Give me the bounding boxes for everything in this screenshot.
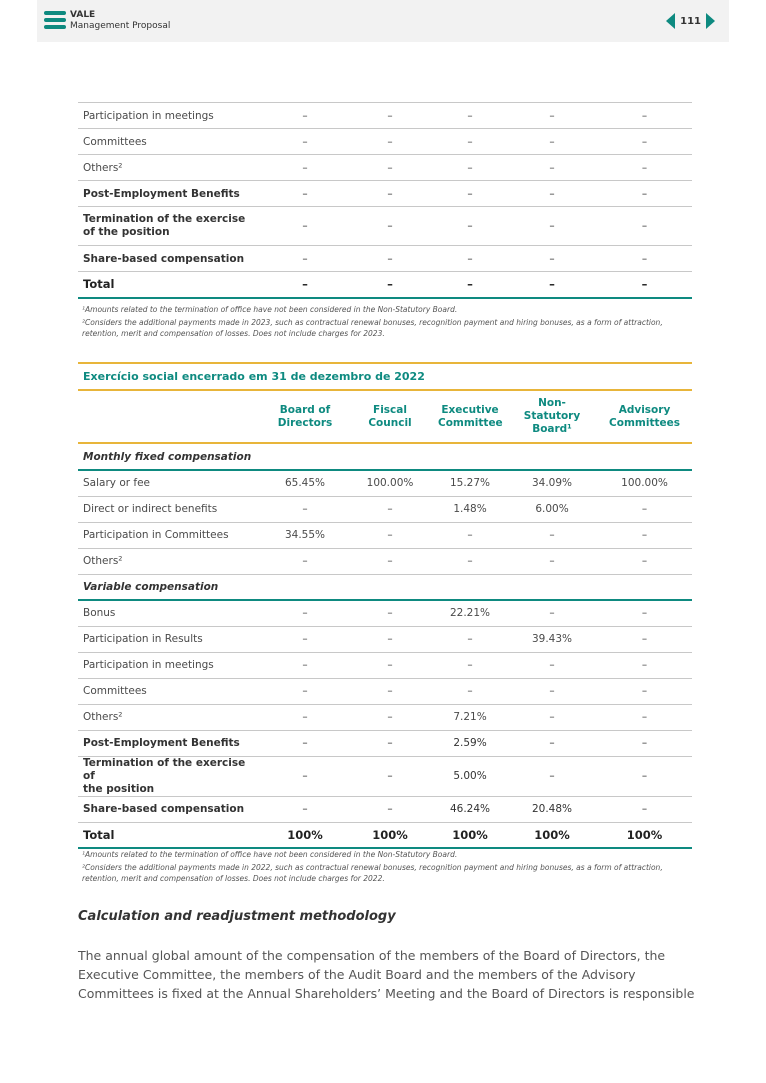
cell: –	[263, 155, 347, 181]
cell: –	[597, 704, 692, 730]
cell: –	[263, 704, 347, 730]
row-label: Participation in Committees	[78, 522, 263, 548]
cell: –	[433, 548, 507, 574]
cell: –	[433, 129, 507, 155]
page-header	[37, 0, 729, 42]
cell: –	[507, 129, 597, 155]
compensation-table-2023-continued	[78, 102, 692, 299]
cell: –	[597, 181, 692, 207]
cell: –	[347, 181, 433, 207]
cell: –	[597, 730, 692, 756]
cell: –	[597, 548, 692, 574]
cell: –	[597, 756, 692, 796]
cell: –	[347, 155, 433, 181]
row-label: Share-based compensation	[78, 246, 263, 272]
cell: –	[507, 548, 597, 574]
cell: –	[263, 129, 347, 155]
column-header-non-statutory-board: Non- Statutory Board¹	[507, 390, 597, 443]
cell: 100%	[347, 822, 433, 848]
section-label: Variable compensation	[78, 574, 692, 600]
table-row	[78, 796, 692, 822]
row-label: Others²	[78, 704, 263, 730]
table-row	[78, 652, 692, 678]
cell: –	[433, 272, 507, 298]
cell: –	[507, 704, 597, 730]
cell: –	[597, 626, 692, 652]
previous-page-icon[interactable]	[666, 13, 675, 29]
cell: –	[347, 207, 433, 246]
cell: –	[433, 652, 507, 678]
section-row	[78, 574, 692, 600]
cell: –	[347, 272, 433, 298]
cell: –	[347, 626, 433, 652]
cell: –	[263, 496, 347, 522]
cell: –	[507, 522, 597, 548]
footnote: ²Considers the additional payments made in 2022, such as contractual renewal bonuses, recognition payment and hiring bonuses, as a form of attraction, retention, merit and compensation of losses. Does not include charges for 2022.	[82, 863, 663, 883]
cell: –	[433, 678, 507, 704]
footnote: ¹Amounts related to the termination of office have not been considered in the Non-Statutory Board.	[82, 850, 458, 859]
table-row	[78, 522, 692, 548]
brand	[70, 10, 170, 32]
row-label: Others²	[78, 548, 263, 574]
cell: –	[597, 496, 692, 522]
cell: –	[347, 548, 433, 574]
cell: –	[507, 272, 597, 298]
brand-name: VALE	[70, 10, 96, 20]
cell: –	[507, 246, 597, 272]
cell: –	[597, 246, 692, 272]
cell: 20.48%	[507, 796, 597, 822]
footnote: ²Considers the additional payments made in 2023, such as contractual renewal bonuses, recognition payment and hiring bonuses, as a form of attraction, retention, merit and compensation of losses. Does not include charges for 2023.	[82, 318, 663, 338]
cell: 100.00%	[347, 470, 433, 496]
next-page-icon[interactable]	[706, 13, 715, 29]
table-title-row	[78, 363, 692, 390]
table-row-total	[78, 272, 692, 298]
table-row	[78, 678, 692, 704]
row-label: Salary or fee	[78, 470, 263, 496]
cell: –	[597, 522, 692, 548]
footnote: ¹Amounts related to the termination of office have not been considered in the Non-Statutory Board.	[82, 305, 458, 314]
row-label: Participation in meetings	[78, 103, 263, 129]
column-header-empty	[78, 390, 263, 443]
page-navigator	[666, 13, 715, 29]
table-row	[78, 548, 692, 574]
cell: –	[597, 207, 692, 246]
column-header-board-of-directors: Board of Directors	[263, 390, 347, 443]
table-row	[78, 207, 692, 246]
cell: –	[507, 155, 597, 181]
row-label: Committees	[78, 129, 263, 155]
cell: 2.59%	[433, 730, 507, 756]
cell: –	[347, 730, 433, 756]
cell: –	[263, 207, 347, 246]
cell: –	[597, 272, 692, 298]
cell: –	[347, 496, 433, 522]
cell: 1.48%	[433, 496, 507, 522]
cell: –	[263, 626, 347, 652]
row-label-line: Termination of the exercise	[83, 213, 246, 225]
cell: –	[263, 181, 347, 207]
row-label: Participation in meetings	[78, 652, 263, 678]
cell: –	[263, 103, 347, 129]
body-paragraph: The annual global amount of the compensation of the members of the Board of Directors, the Executive Committee, the members of the Audit Board and the members of the Advisory Committees is fixed at the Annual Shareholders’ Meeting and the Board of Directors is responsible	[78, 948, 695, 1001]
cell: 39.43%	[507, 626, 597, 652]
row-label: Total	[78, 272, 263, 298]
row-label: Bonus	[78, 600, 263, 626]
menu-icon[interactable]	[44, 11, 66, 29]
cell: –	[433, 246, 507, 272]
row-label	[78, 756, 263, 796]
cell: 100%	[433, 822, 507, 848]
column-header-row	[78, 390, 692, 443]
cell: –	[263, 730, 347, 756]
table-row	[78, 246, 692, 272]
cell: –	[263, 272, 347, 298]
row-label: Post-Employment Benefits	[78, 181, 263, 207]
section-heading: Calculation and readjustment methodology	[78, 909, 396, 924]
cell: –	[433, 626, 507, 652]
table-row	[78, 730, 692, 756]
cell: –	[347, 522, 433, 548]
cell: –	[507, 678, 597, 704]
table-row	[78, 626, 692, 652]
column-header-fiscal-council: Fiscal Council	[347, 390, 433, 443]
cell: –	[347, 678, 433, 704]
cell: –	[347, 103, 433, 129]
table-row	[78, 470, 692, 496]
cell: –	[597, 600, 692, 626]
cell: –	[347, 652, 433, 678]
cell: –	[597, 652, 692, 678]
table-row	[78, 704, 692, 730]
cell: –	[433, 207, 507, 246]
cell: –	[347, 756, 433, 796]
cell: –	[263, 600, 347, 626]
cell: –	[263, 756, 347, 796]
table-row	[78, 496, 692, 522]
cell: –	[347, 704, 433, 730]
cell: 46.24%	[433, 796, 507, 822]
cell: –	[347, 796, 433, 822]
cell: 100.00%	[597, 470, 692, 496]
row-label-line: the position	[83, 782, 155, 795]
row-label: Committees	[78, 678, 263, 704]
row-label: Post-Employment Benefits	[78, 730, 263, 756]
table-title: Exercício social encerrado em 31 de dezembro de 2022	[78, 363, 692, 390]
row-label	[78, 207, 263, 246]
cell: –	[597, 129, 692, 155]
cell: –	[507, 207, 597, 246]
cell: –	[263, 652, 347, 678]
cell: 100%	[507, 822, 597, 848]
cell: –	[263, 796, 347, 822]
cell: 34.09%	[507, 470, 597, 496]
cell: 22.21%	[433, 600, 507, 626]
cell: –	[263, 678, 347, 704]
row-label-line: Termination of the exercise of	[83, 756, 246, 782]
cell: –	[507, 103, 597, 129]
cell: –	[433, 181, 507, 207]
cell: –	[433, 103, 507, 129]
cell: –	[507, 652, 597, 678]
row-label-line: of the position	[83, 226, 170, 238]
cell: –	[507, 756, 597, 796]
table-row	[78, 181, 692, 207]
cell: 5.00%	[433, 756, 507, 796]
cell: –	[433, 155, 507, 181]
table-row	[78, 103, 692, 129]
table-row	[78, 600, 692, 626]
cell: 15.27%	[433, 470, 507, 496]
table-row	[78, 756, 692, 796]
cell: –	[597, 678, 692, 704]
section-row	[78, 443, 692, 470]
cell: –	[347, 600, 433, 626]
brand-subtitle: Management Proposal	[70, 21, 171, 31]
row-label: Total	[78, 822, 263, 848]
cell: –	[507, 181, 597, 207]
cell: –	[263, 548, 347, 574]
table-row	[78, 155, 692, 181]
cell: –	[597, 796, 692, 822]
cell: 100%	[263, 822, 347, 848]
section-label: Monthly fixed compensation	[78, 443, 692, 470]
cell: 7.21%	[433, 704, 507, 730]
cell: –	[597, 155, 692, 181]
row-label: Others²	[78, 155, 263, 181]
row-label: Share-based compensation	[78, 796, 263, 822]
cell: 100%	[597, 822, 692, 848]
table-row	[78, 129, 692, 155]
cell: –	[507, 730, 597, 756]
cell: –	[597, 103, 692, 129]
cell: –	[263, 246, 347, 272]
row-label: Direct or indirect benefits	[78, 496, 263, 522]
row-label: Participation in Results	[78, 626, 263, 652]
cell: 65.45%	[263, 470, 347, 496]
table-row-total	[78, 822, 692, 848]
column-header-executive-committee: Executive Committee	[433, 390, 507, 443]
cell: 34.55%	[263, 522, 347, 548]
column-header-advisory-committees: Advisory Committees	[597, 390, 692, 443]
cell: 6.00%	[507, 496, 597, 522]
cell: –	[347, 246, 433, 272]
cell: –	[507, 600, 597, 626]
page-number: 111	[680, 15, 701, 27]
compensation-table-2022	[78, 362, 692, 849]
cell: –	[347, 129, 433, 155]
cell: –	[433, 522, 507, 548]
